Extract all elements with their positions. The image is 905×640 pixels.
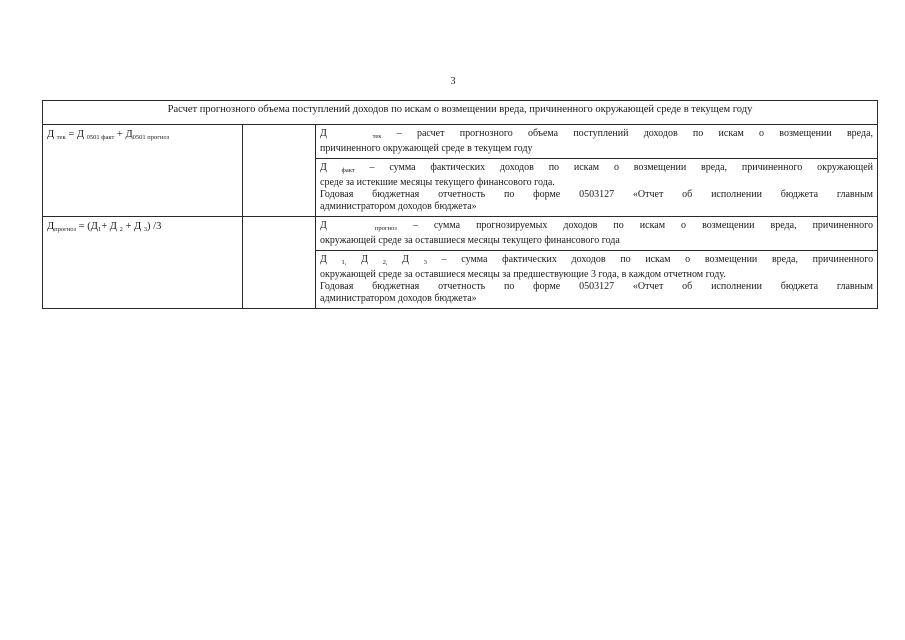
table-title: Расчет прогнозного объема поступлений доходов по искам о возмещении вреда, причиненного окружающей среде в текущем году xyxy=(43,101,878,125)
calculation-table xyxy=(42,100,878,309)
description-cell: Д $_{1,}$ Д $_{2,}$ Д $_3$ – сумма фактических доходов по искам о возмещении вреда, причиненного окружающей среде за оставшиеся месяцы за предшествующие 3 года, в каждом отчетном году. Годовая бюджетная отчетность по форме 0503127 «Отчет об исполнении бюджета главным администратором доходов бюджета» xyxy=(316,251,878,309)
description-cell: Д $_{факт}$ – сумма фактических доходов по искам о возмещении вреда, причиненного окружающей среде за истекшие месяцы текущего финансового года. Годовая бюджетная отчетность по форме 0503127 «Отчет об исполнении бюджета главным администратором доходов бюджета» xyxy=(316,159,878,217)
description-cell: Д $_{прогноз}$ – сумма прогнозируемых доходов по искам о возмещении вреда, причиненного окружающей среде за оставшиеся месяцы текущего финансового года xyxy=(316,217,878,251)
table-row xyxy=(43,217,878,251)
empty-cell xyxy=(243,125,316,217)
description-cell: Д $_{тек}$ – расчет прогнозного объема поступлений доходов по искам о возмещении вреда, причиненного окружающей среде в текущем году xyxy=(316,125,878,159)
formula-cell-forecast: $Д_{прогноз} = (Д_1+ Д$ $_2$ + Д $_3$) /3 xyxy=(43,217,243,309)
table-title-row xyxy=(43,101,878,125)
table-row xyxy=(43,125,878,159)
empty-cell xyxy=(243,217,316,309)
formula-cell-current: Д $_{тек}$ = Д $_{0501 факт} + Д_{0501 прогноз}$ xyxy=(43,125,243,217)
page-number: 3 xyxy=(450,76,456,87)
